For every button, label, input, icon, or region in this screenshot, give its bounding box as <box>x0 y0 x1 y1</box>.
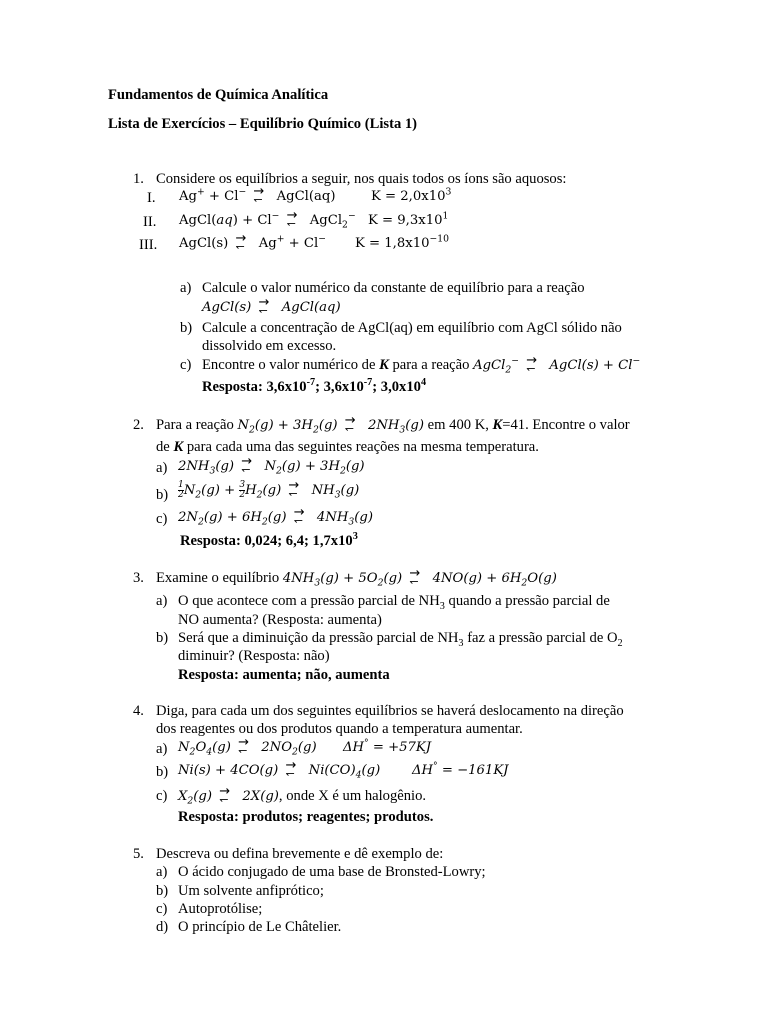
q4-text-1: Diga, para cada um dos seguintes equilíbrios se haverá deslocamento na direção <box>156 703 624 719</box>
q3-text: Examine o equilíbrio $4NH_3(g) + 5O_2(g)$ → ↽ $4NO(g) + 6H_2O(g)$ <box>156 569 557 588</box>
q5a-label: a) <box>156 864 168 880</box>
q2a-label: a) <box>156 460 168 476</box>
q3a-text-2: NO aumenta? (Resposta: aumenta) <box>178 612 382 628</box>
course-title: Fundamentos de Química Analítica <box>108 87 329 103</box>
q5a-text: O ácido conjugado de uma base de Bronsted-Lowry; <box>178 864 486 880</box>
q1-eq-3: AgCl(s) → ↽ Ag+ + Cl− <box>179 236 326 253</box>
q2b-equation: $\frac{1}{2}$ $N_2(g)$ + $\frac{3}{2}$ $H_2(g)$ → ↽ $NH_3(g)$ <box>178 481 359 500</box>
q2-text-2: de K para cada uma das seguintes reações na mesma temperatura. <box>156 439 539 455</box>
q4a-enthalpy: ΔH° = +57KJ <box>343 737 432 755</box>
q4b-enthalpy: ΔH° = −161KJ <box>412 760 509 778</box>
q4-text-2: dos reagentes ou dos produtos quando a temperatura aumentar. <box>156 721 523 737</box>
q2a-equation: $2NH_3(g)$ → ↽ $N_2(g) + 3H_2(g)$ <box>178 459 365 476</box>
q1-text: Considere os equilíbrios a seguir, nos quais todos os íons são aquosos: <box>156 171 567 187</box>
q4-answer: Resposta: produtos; reagentes; produtos. <box>178 809 434 825</box>
q1-k-1: $K = 2,0x10^3$ <box>371 186 452 204</box>
q1-answer: Resposta: $3,6x10^{-7}$; $3,6x10^{-7}$; $3,0x10^4$ <box>202 377 427 395</box>
q1c-text: Encontre o valor numérico de K para a reação AgCl$_2$− → ↽ AgCl(s) + Cl− <box>202 356 640 375</box>
q1a-text: Calcule o valor numérico da constante de equilíbrio para a reação <box>202 280 585 296</box>
q4c-text: $X_2(g)$ → ↽ 2X(g), onde X é um halogênio. <box>178 787 426 806</box>
q4b-equation: Ni(s) + 4CO(g) → ↽ $Ni(CO)_4(g)$ <box>178 763 380 780</box>
q1-k-2: $K = 9,3x10^1$ <box>368 210 449 228</box>
q3b-text-1: Será que a diminuição da pressão parcial de $NH_3$ faz a pressão parcial de $O_2$ <box>178 630 623 649</box>
q1-eq-2: AgCl(aq) + Cl− → ↽ AgCl$_2$− <box>179 213 356 230</box>
q5-text: Descreva ou defina brevemente e dê exemplo de: <box>156 846 444 862</box>
q4b-label: b) <box>156 764 169 780</box>
q1-eq-1: Ag+ + Cl− → ↽ AgCl(aq) <box>179 189 335 206</box>
list-title: Lista de Exercícios – Equilíbrio Químico (Lista 1) <box>108 116 418 132</box>
q5-number: 5. <box>133 846 144 862</box>
q3a-label: a) <box>156 593 168 609</box>
q1-roman-2: II. <box>143 214 157 230</box>
q4a-label: a) <box>156 741 168 757</box>
q1a-label: a) <box>180 280 192 296</box>
q3a-text-1: O que acontece com a pressão parcial de $NH_3$ quando a pressão parcial de <box>178 593 610 612</box>
q4-number: 4. <box>133 703 144 719</box>
q5c-text: Autoprotólise; <box>178 901 263 917</box>
q2-text-1: Para a reação $N_2(g) + 3H_2(g)$ → ↽ $2NH_3(g)$ em 400 K, K=41. Encontre o valor <box>156 416 630 435</box>
q5d-label: d) <box>156 919 169 935</box>
q3-answer: Resposta: aumenta; não, aumenta <box>178 667 390 683</box>
q1-roman-3: III. <box>139 237 158 253</box>
q3b-label: b) <box>156 630 169 646</box>
q1b-label: b) <box>180 320 193 336</box>
q2b-label: b) <box>156 487 169 503</box>
q5b-label: b) <box>156 883 169 899</box>
q5c-label: c) <box>156 901 168 917</box>
q1-roman-1: I. <box>147 190 156 206</box>
q2-number: 2. <box>133 417 144 433</box>
q3-number: 3. <box>133 570 144 586</box>
q1b-text-1: Calcule a concentração de AgCl(aq) em equilíbrio com AgCl sólido não <box>202 320 622 336</box>
q5d-text: O princípio de Le Châtelier. <box>178 919 342 935</box>
q1-k-3: $K = 1,8x10^{-10}$ <box>355 233 449 251</box>
q2-answer: Resposta: 0,024; 6,4; $1,7x10^3$ <box>180 531 358 549</box>
q1a-equation: AgCl(s) → ↽ AgCl(aq) <box>202 300 341 317</box>
q4a-equation: $N_2O_4(g)$ → ↽ $2NO_2(g)$ <box>178 740 317 757</box>
q1-number: 1. <box>133 171 144 187</box>
q1b-text-2: dissolvido em excesso. <box>202 338 337 354</box>
q2c-label: c) <box>156 511 168 527</box>
q1c-label: c) <box>180 357 192 373</box>
q5b-text: Um solvente anfiprótico; <box>178 883 324 899</box>
q2c-equation: $2N_2(g) + 6H_2(g)$ → ↽ $4NH_3(g)$ <box>178 510 373 527</box>
q4c-label: c) <box>156 788 168 804</box>
q3b-text-2: diminuir? (Resposta: não) <box>178 648 330 664</box>
